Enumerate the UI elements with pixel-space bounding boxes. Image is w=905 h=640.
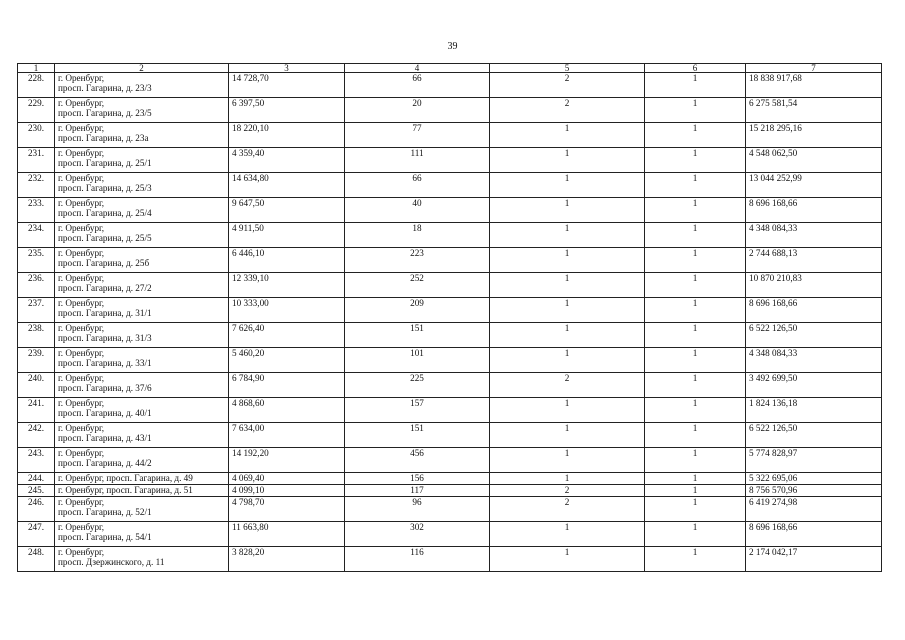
row-number: 229.	[18, 98, 55, 123]
address-cell	[55, 398, 229, 423]
address-cell	[55, 173, 229, 198]
col5-cell: 1	[490, 423, 645, 448]
address-cell	[55, 473, 229, 485]
table-row	[18, 98, 882, 123]
address-line-2: просп. Гагарина, д. 44/2	[58, 458, 152, 468]
amount-cell: 8 696 168,66	[746, 298, 882, 323]
col5-cell: 1	[490, 323, 645, 348]
address-line-1: г. Оренбург,	[58, 497, 105, 507]
residents-cell: 111	[345, 148, 490, 173]
area-cell: 4 911,50	[229, 223, 345, 248]
col6-cell: 1	[645, 173, 746, 198]
row-number: 246.	[18, 497, 55, 522]
col6-cell: 1	[645, 298, 746, 323]
address-line-2: просп. Гагарина, д. 23а	[58, 133, 149, 143]
address-cell	[55, 522, 229, 547]
address-line-2: просп. Гагарина, д. 54/1	[58, 532, 152, 542]
col5-cell: 1	[490, 398, 645, 423]
address-line-2: просп. Гагарина, д. 43/1	[58, 433, 152, 443]
address-line-1: г. Оренбург,	[58, 398, 105, 408]
address-cell	[55, 323, 229, 348]
address-line-1: г. Оренбург, просп. Гагарина, д. 49	[58, 473, 193, 483]
address-line-1: г. Оренбург,	[58, 98, 105, 108]
residents-cell: 156	[345, 473, 490, 485]
amount-cell: 4 548 062,50	[746, 148, 882, 173]
row-number: 245.	[18, 485, 55, 497]
col5-cell: 1	[490, 273, 645, 298]
residents-cell: 252	[345, 273, 490, 298]
address-line-2: просп. Гагарина, д. 27/2	[58, 283, 152, 293]
amount-cell: 4 348 084,33	[746, 223, 882, 248]
col5-cell: 1	[490, 198, 645, 223]
amount-cell: 15 218 295,16	[746, 123, 882, 148]
address-cell	[55, 348, 229, 373]
amount-cell: 6 522 126,50	[746, 423, 882, 448]
amount-cell: 13 044 252,99	[746, 173, 882, 198]
amount-cell: 8 696 168,66	[746, 198, 882, 223]
table-row	[18, 198, 882, 223]
address-line-2: просп. Гагарина, д. 23/5	[58, 108, 152, 118]
amount-cell: 18 838 917,68	[746, 73, 882, 98]
address-line-1: г. Оренбург,	[58, 448, 105, 458]
header-cell: 3	[229, 64, 345, 73]
amount-cell: 6 522 126,50	[746, 323, 882, 348]
address-cell	[55, 73, 229, 98]
address-line-1: г. Оренбург,	[58, 423, 105, 433]
area-cell: 14 192,20	[229, 448, 345, 473]
table-row	[18, 448, 882, 473]
amount-cell: 6 419 274,98	[746, 497, 882, 522]
area-cell: 9 647,50	[229, 198, 345, 223]
col5-cell: 1	[490, 348, 645, 373]
residents-cell: 209	[345, 298, 490, 323]
table-row	[18, 348, 882, 373]
row-number: 232.	[18, 173, 55, 198]
col5-cell: 1	[490, 298, 645, 323]
row-number: 228.	[18, 73, 55, 98]
col6-cell: 1	[645, 248, 746, 273]
header-cell: 7	[746, 64, 882, 73]
address-cell	[55, 423, 229, 448]
col6-cell: 1	[645, 273, 746, 298]
row-number: 233.	[18, 198, 55, 223]
address-cell	[55, 448, 229, 473]
data-table	[17, 63, 882, 572]
address-line-2: просп. Гагарина, д. 25/4	[58, 208, 152, 218]
col5-cell: 1	[490, 547, 645, 572]
area-cell: 7 626,40	[229, 323, 345, 348]
table-row	[18, 373, 882, 398]
col5-cell: 1	[490, 473, 645, 485]
residents-cell: 101	[345, 348, 490, 373]
area-cell: 14 728,70	[229, 73, 345, 98]
amount-cell: 10 870 210,83	[746, 273, 882, 298]
address-line-1: г. Оренбург,	[58, 547, 105, 557]
row-number: 242.	[18, 423, 55, 448]
address-line-1: г. Оренбург,	[58, 522, 105, 532]
residents-cell: 151	[345, 423, 490, 448]
address-line-1: г. Оренбург,	[58, 173, 105, 183]
area-cell: 4 798,70	[229, 497, 345, 522]
address-line-1: г. Оренбург,	[58, 73, 105, 83]
area-cell: 6 446,10	[229, 248, 345, 273]
col5-cell: 1	[490, 522, 645, 547]
residents-cell: 302	[345, 522, 490, 547]
address-line-2: просп. Гагарина, д. 40/1	[58, 408, 152, 418]
address-line-2: просп. Гагарина, д. 25б	[58, 258, 150, 268]
amount-cell: 2 744 688,13	[746, 248, 882, 273]
row-number: 239.	[18, 348, 55, 373]
residents-cell: 225	[345, 373, 490, 398]
address-cell	[55, 148, 229, 173]
area-cell: 18 220,10	[229, 123, 345, 148]
address-line-1: г. Оренбург,	[58, 123, 105, 133]
table-row	[18, 323, 882, 348]
area-cell: 10 333,00	[229, 298, 345, 323]
table-row	[18, 497, 882, 522]
address-line-1: г. Оренбург,	[58, 198, 105, 208]
address-line-2: просп. Гагарина, д. 25/1	[58, 158, 152, 168]
col5-cell: 2	[490, 73, 645, 98]
residents-cell: 456	[345, 448, 490, 473]
residents-cell: 223	[345, 248, 490, 273]
residents-cell: 77	[345, 123, 490, 148]
address-cell	[55, 123, 229, 148]
address-line-2: просп. Дзержинского, д. 11	[58, 557, 165, 567]
table-row	[18, 522, 882, 547]
address-cell	[55, 198, 229, 223]
address-line-2: просп. Гагарина, д. 31/3	[58, 333, 152, 343]
area-cell: 14 634,80	[229, 173, 345, 198]
area-cell: 4 868,60	[229, 398, 345, 423]
residents-cell: 40	[345, 198, 490, 223]
address-cell	[55, 223, 229, 248]
col6-cell: 1	[645, 123, 746, 148]
row-number: 230.	[18, 123, 55, 148]
residents-cell: 157	[345, 398, 490, 423]
amount-cell: 1 824 136,18	[746, 398, 882, 423]
area-cell: 4 069,40	[229, 473, 345, 485]
col6-cell: 1	[645, 323, 746, 348]
address-line-2: просп. Гагарина, д. 25/3	[58, 183, 152, 193]
col6-cell: 1	[645, 98, 746, 123]
col5-cell: 1	[490, 448, 645, 473]
address-cell	[55, 98, 229, 123]
address-line-2: просп. Гагарина, д. 37/6	[58, 383, 152, 393]
header-cell: 1	[18, 64, 55, 73]
address-line-1: г. Оренбург,	[58, 298, 105, 308]
row-number: 243.	[18, 448, 55, 473]
row-number: 241.	[18, 398, 55, 423]
col5-cell: 2	[490, 98, 645, 123]
address-line-2: просп. Гагарина, д. 23/3	[58, 83, 152, 93]
address-line-1: г. Оренбург,	[58, 248, 105, 258]
col6-cell: 1	[645, 223, 746, 248]
residents-cell: 18	[345, 223, 490, 248]
table-row	[18, 473, 882, 485]
row-number: 240.	[18, 373, 55, 398]
area-cell: 5 460,20	[229, 348, 345, 373]
amount-cell: 6 275 581,54	[746, 98, 882, 123]
row-number: 234.	[18, 223, 55, 248]
col5-cell: 1	[490, 148, 645, 173]
col5-cell: 2	[490, 373, 645, 398]
residents-cell: 116	[345, 547, 490, 572]
amount-cell: 8 696 168,66	[746, 522, 882, 547]
col5-cell: 2	[490, 497, 645, 522]
area-cell: 4 359,40	[229, 148, 345, 173]
table-row	[18, 485, 882, 497]
residents-cell: 66	[345, 173, 490, 198]
table-row	[18, 123, 882, 148]
residents-cell: 20	[345, 98, 490, 123]
header-cell: 2	[55, 64, 229, 73]
address-cell	[55, 298, 229, 323]
address-line-1: г. Оренбург, просп. Гагарина, д. 51	[58, 485, 193, 495]
area-cell: 6 784,90	[229, 373, 345, 398]
table-row	[18, 298, 882, 323]
col6-cell: 1	[645, 485, 746, 497]
address-cell	[55, 373, 229, 398]
address-line-1: г. Оренбург,	[58, 373, 105, 383]
address-line-2: просп. Гагарина, д. 31/1	[58, 308, 152, 318]
col6-cell: 1	[645, 448, 746, 473]
amount-cell: 4 348 084,33	[746, 348, 882, 373]
area-cell: 6 397,50	[229, 98, 345, 123]
col6-cell: 1	[645, 473, 746, 485]
col6-cell: 1	[645, 398, 746, 423]
col6-cell: 1	[645, 423, 746, 448]
residents-cell: 117	[345, 485, 490, 497]
address-cell	[55, 248, 229, 273]
col6-cell: 1	[645, 198, 746, 223]
col6-cell: 1	[645, 348, 746, 373]
address-line-2: просп. Гагарина, д. 33/1	[58, 358, 152, 368]
col5-cell: 1	[490, 173, 645, 198]
col5-cell: 1	[490, 223, 645, 248]
address-line-2: просп. Гагарина, д. 52/1	[58, 507, 152, 517]
address-line-1: г. Оренбург,	[58, 323, 105, 333]
row-number: 247.	[18, 522, 55, 547]
row-number: 231.	[18, 148, 55, 173]
col6-cell: 1	[645, 73, 746, 98]
header-cell: 5	[490, 64, 645, 73]
amount-cell: 3 492 699,50	[746, 373, 882, 398]
table-row	[18, 173, 882, 198]
area-cell: 7 634,00	[229, 423, 345, 448]
row-number: 238.	[18, 323, 55, 348]
address-cell	[55, 497, 229, 522]
header-cell: 6	[645, 64, 746, 73]
row-number: 235.	[18, 248, 55, 273]
amount-cell: 5 322 695,06	[746, 473, 882, 485]
amount-cell: 5 774 828,97	[746, 448, 882, 473]
header-cell: 4	[345, 64, 490, 73]
address-line-1: г. Оренбург,	[58, 223, 105, 233]
page-number: 39	[447, 41, 458, 52]
area-cell: 11 663,80	[229, 522, 345, 547]
address-line-1: г. Оренбург,	[58, 273, 105, 283]
residents-cell: 96	[345, 497, 490, 522]
address-cell	[55, 273, 229, 298]
row-number: 237.	[18, 298, 55, 323]
residents-cell: 66	[345, 73, 490, 98]
amount-cell: 2 174 042,17	[746, 547, 882, 572]
amount-cell: 8 756 570,96	[746, 485, 882, 497]
table-row	[18, 248, 882, 273]
col6-cell: 1	[645, 497, 746, 522]
header-row	[18, 64, 882, 73]
col6-cell: 1	[645, 522, 746, 547]
address-cell	[55, 485, 229, 497]
table-row	[18, 223, 882, 248]
table-row	[18, 398, 882, 423]
table-row	[18, 73, 882, 98]
address-line-2: просп. Гагарина, д. 25/5	[58, 233, 152, 243]
col6-cell: 1	[645, 148, 746, 173]
area-cell: 4 099,10	[229, 485, 345, 497]
col5-cell: 1	[490, 123, 645, 148]
col6-cell: 1	[645, 373, 746, 398]
table-row	[18, 423, 882, 448]
row-number: 244.	[18, 473, 55, 485]
area-cell: 12 339,10	[229, 273, 345, 298]
row-number: 236.	[18, 273, 55, 298]
col5-cell: 1	[490, 248, 645, 273]
address-line-1: г. Оренбург,	[58, 348, 105, 358]
table-row	[18, 547, 882, 572]
area-cell: 3 828,20	[229, 547, 345, 572]
address-cell	[55, 547, 229, 572]
col5-cell: 2	[490, 485, 645, 497]
residents-cell: 151	[345, 323, 490, 348]
address-line-1: г. Оренбург,	[58, 148, 105, 158]
col6-cell: 1	[645, 547, 746, 572]
row-number: 248.	[18, 547, 55, 572]
table-row	[18, 273, 882, 298]
table-row	[18, 148, 882, 173]
